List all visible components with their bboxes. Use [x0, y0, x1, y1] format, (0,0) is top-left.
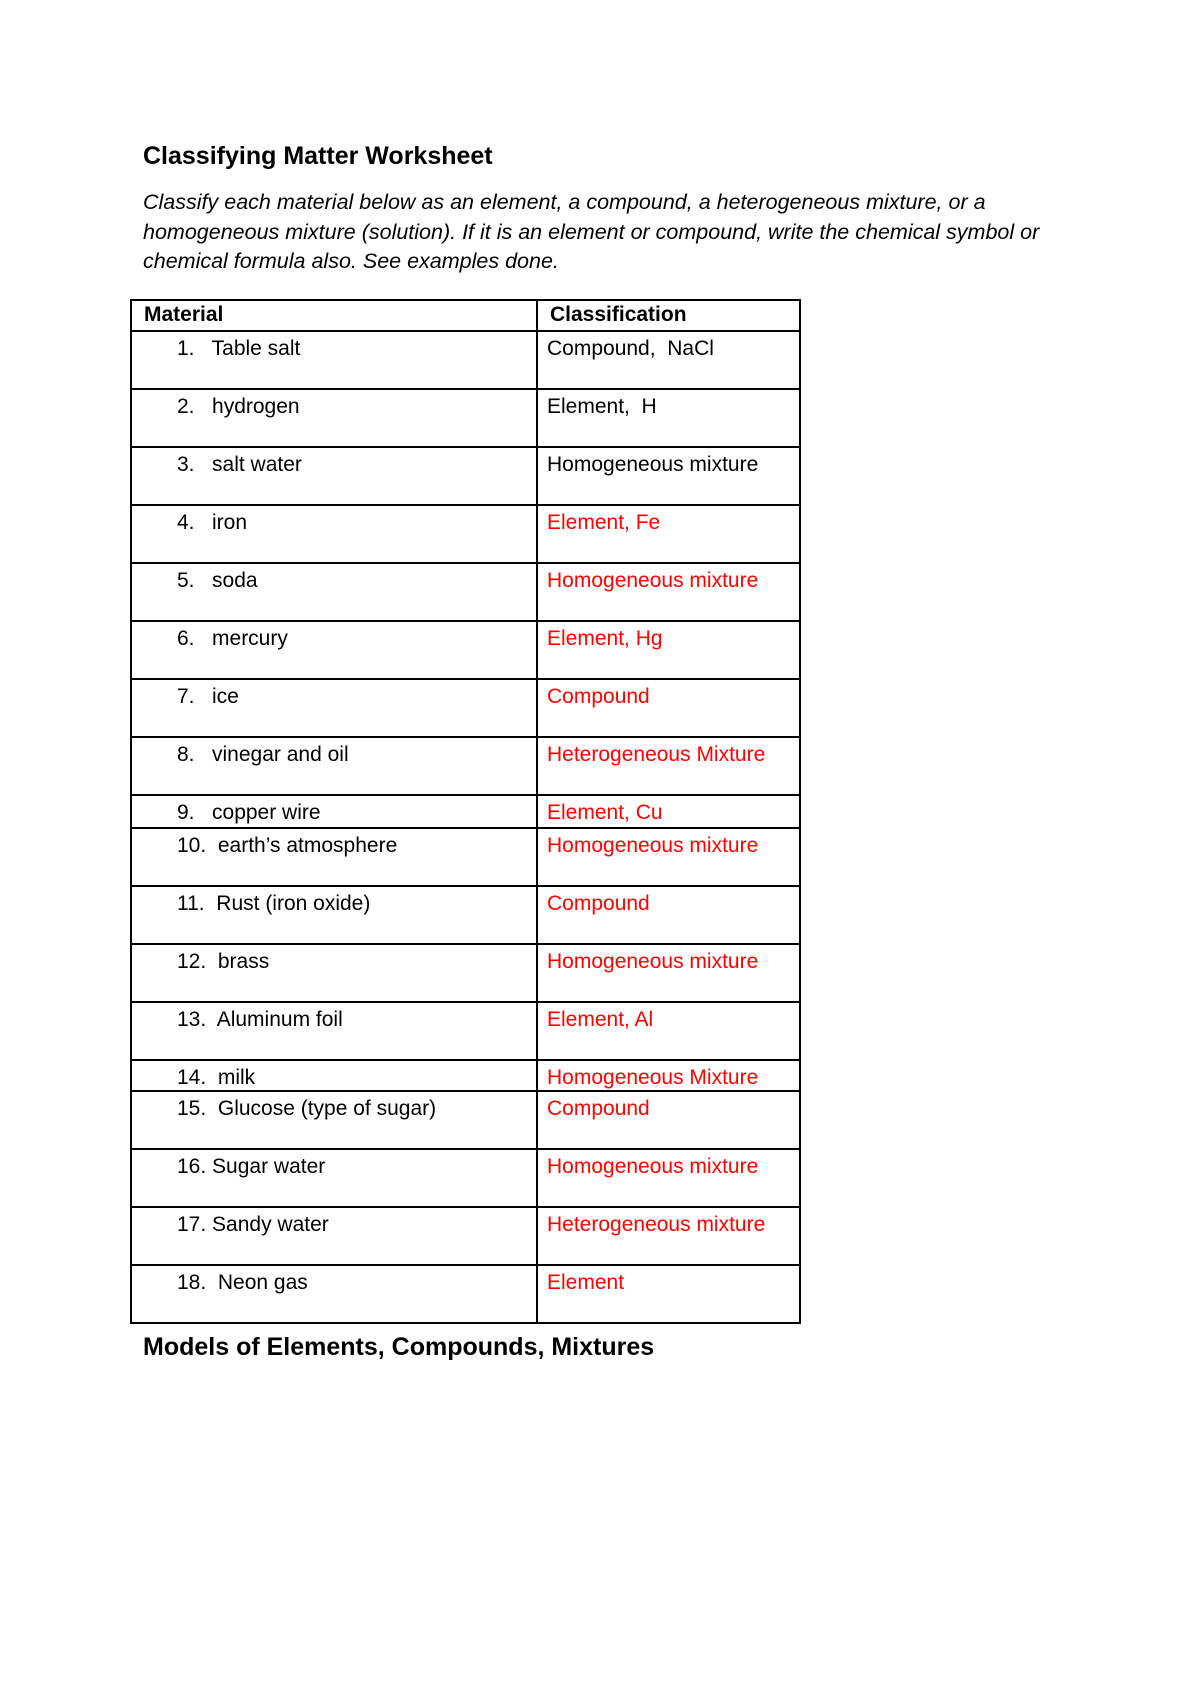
classification-cell: Element, Al [537, 1002, 800, 1060]
table-row [131, 389, 800, 447]
section-heading: Models of Elements, Compounds, Mixtures [143, 1332, 655, 1361]
material-cell: 18. Neon gas [131, 1265, 537, 1323]
table-row [131, 944, 800, 1002]
material-cell: 15. Glucose (type of sugar) [131, 1091, 537, 1149]
material-cell: 10. earth’s atmosphere [131, 828, 537, 886]
table-row [131, 447, 800, 505]
classification-cell: Homogeneous mixture [537, 447, 800, 505]
table-row [131, 563, 800, 621]
intro-line: Classify each material below as an element, a compound, a heterogeneous mixture, or a [143, 190, 986, 214]
material-cell: 14. milk [131, 1060, 537, 1091]
worksheet-page [0, 141, 1200, 1694]
table-row [131, 1265, 800, 1323]
table-header-row [131, 300, 800, 331]
material-cell: 2. hydrogen [131, 389, 537, 447]
material-cell: 8. vinegar and oil [131, 737, 537, 795]
classification-cell: Element [537, 1265, 800, 1323]
classification-cell: Compound, NaCl [537, 331, 800, 389]
intro-paragraph [143, 188, 1120, 277]
classification-cell: Compound [537, 679, 800, 737]
material-cell: 16. Sugar water [131, 1149, 537, 1207]
material-cell: 12. brass [131, 944, 537, 1002]
material-cell: 1. Table salt [131, 331, 537, 389]
material-cell: 3. salt water [131, 447, 537, 505]
material-cell: 4. iron [131, 505, 537, 563]
table-row [131, 1207, 800, 1265]
classification-cell: Homogeneous mixture [537, 828, 800, 886]
classification-cell: Compound [537, 1091, 800, 1149]
classification-cell: Heterogeneous mixture [537, 1207, 800, 1265]
material-cell: 11. Rust (iron oxide) [131, 886, 537, 944]
table-row [131, 828, 800, 886]
page-title: Classifying Matter Worksheet [143, 142, 493, 170]
material-cell: 7. ice [131, 679, 537, 737]
material-cell: 13. Aluminum foil [131, 1002, 537, 1060]
classification-cell: Compound [537, 886, 800, 944]
table-row [131, 331, 800, 389]
table-row [131, 886, 800, 944]
table-body [131, 331, 800, 1323]
material-cell: 5. soda [131, 563, 537, 621]
classification-cell: Element, Fe [537, 505, 800, 563]
classification-cell: Homogeneous mixture [537, 563, 800, 621]
intro-line: homogeneous mixture (solution). If it is an element or compound, write the chemical symbol or [143, 219, 1040, 244]
classification-cell: Element, H [537, 389, 800, 447]
classification-cell: Element, Cu [537, 795, 800, 828]
classification-cell: Homogeneous Mixture [537, 1060, 800, 1091]
classification-table [130, 299, 801, 1324]
material-cell: 9. copper wire [131, 795, 537, 828]
table-row [131, 795, 800, 828]
classification-cell: Heterogeneous Mixture [537, 737, 800, 795]
table-row [131, 1091, 800, 1149]
table-row [131, 1149, 800, 1207]
table-row [131, 737, 800, 795]
table-row [131, 1060, 800, 1091]
table-row [131, 505, 800, 563]
material-cell: 17. Sandy water [131, 1207, 537, 1265]
classification-column-header: Classification [537, 300, 800, 331]
table-row [131, 679, 800, 737]
table-row [131, 621, 800, 679]
classification-cell: Homogeneous mixture [537, 944, 800, 1002]
intro-line: chemical formula also. See examples done. [143, 249, 559, 273]
classification-cell: Homogeneous mixture [537, 1149, 800, 1207]
material-column-header: Material [131, 300, 537, 331]
material-cell: 6. mercury [131, 621, 537, 679]
table-row [131, 1002, 800, 1060]
classification-cell: Element, Hg [537, 621, 800, 679]
